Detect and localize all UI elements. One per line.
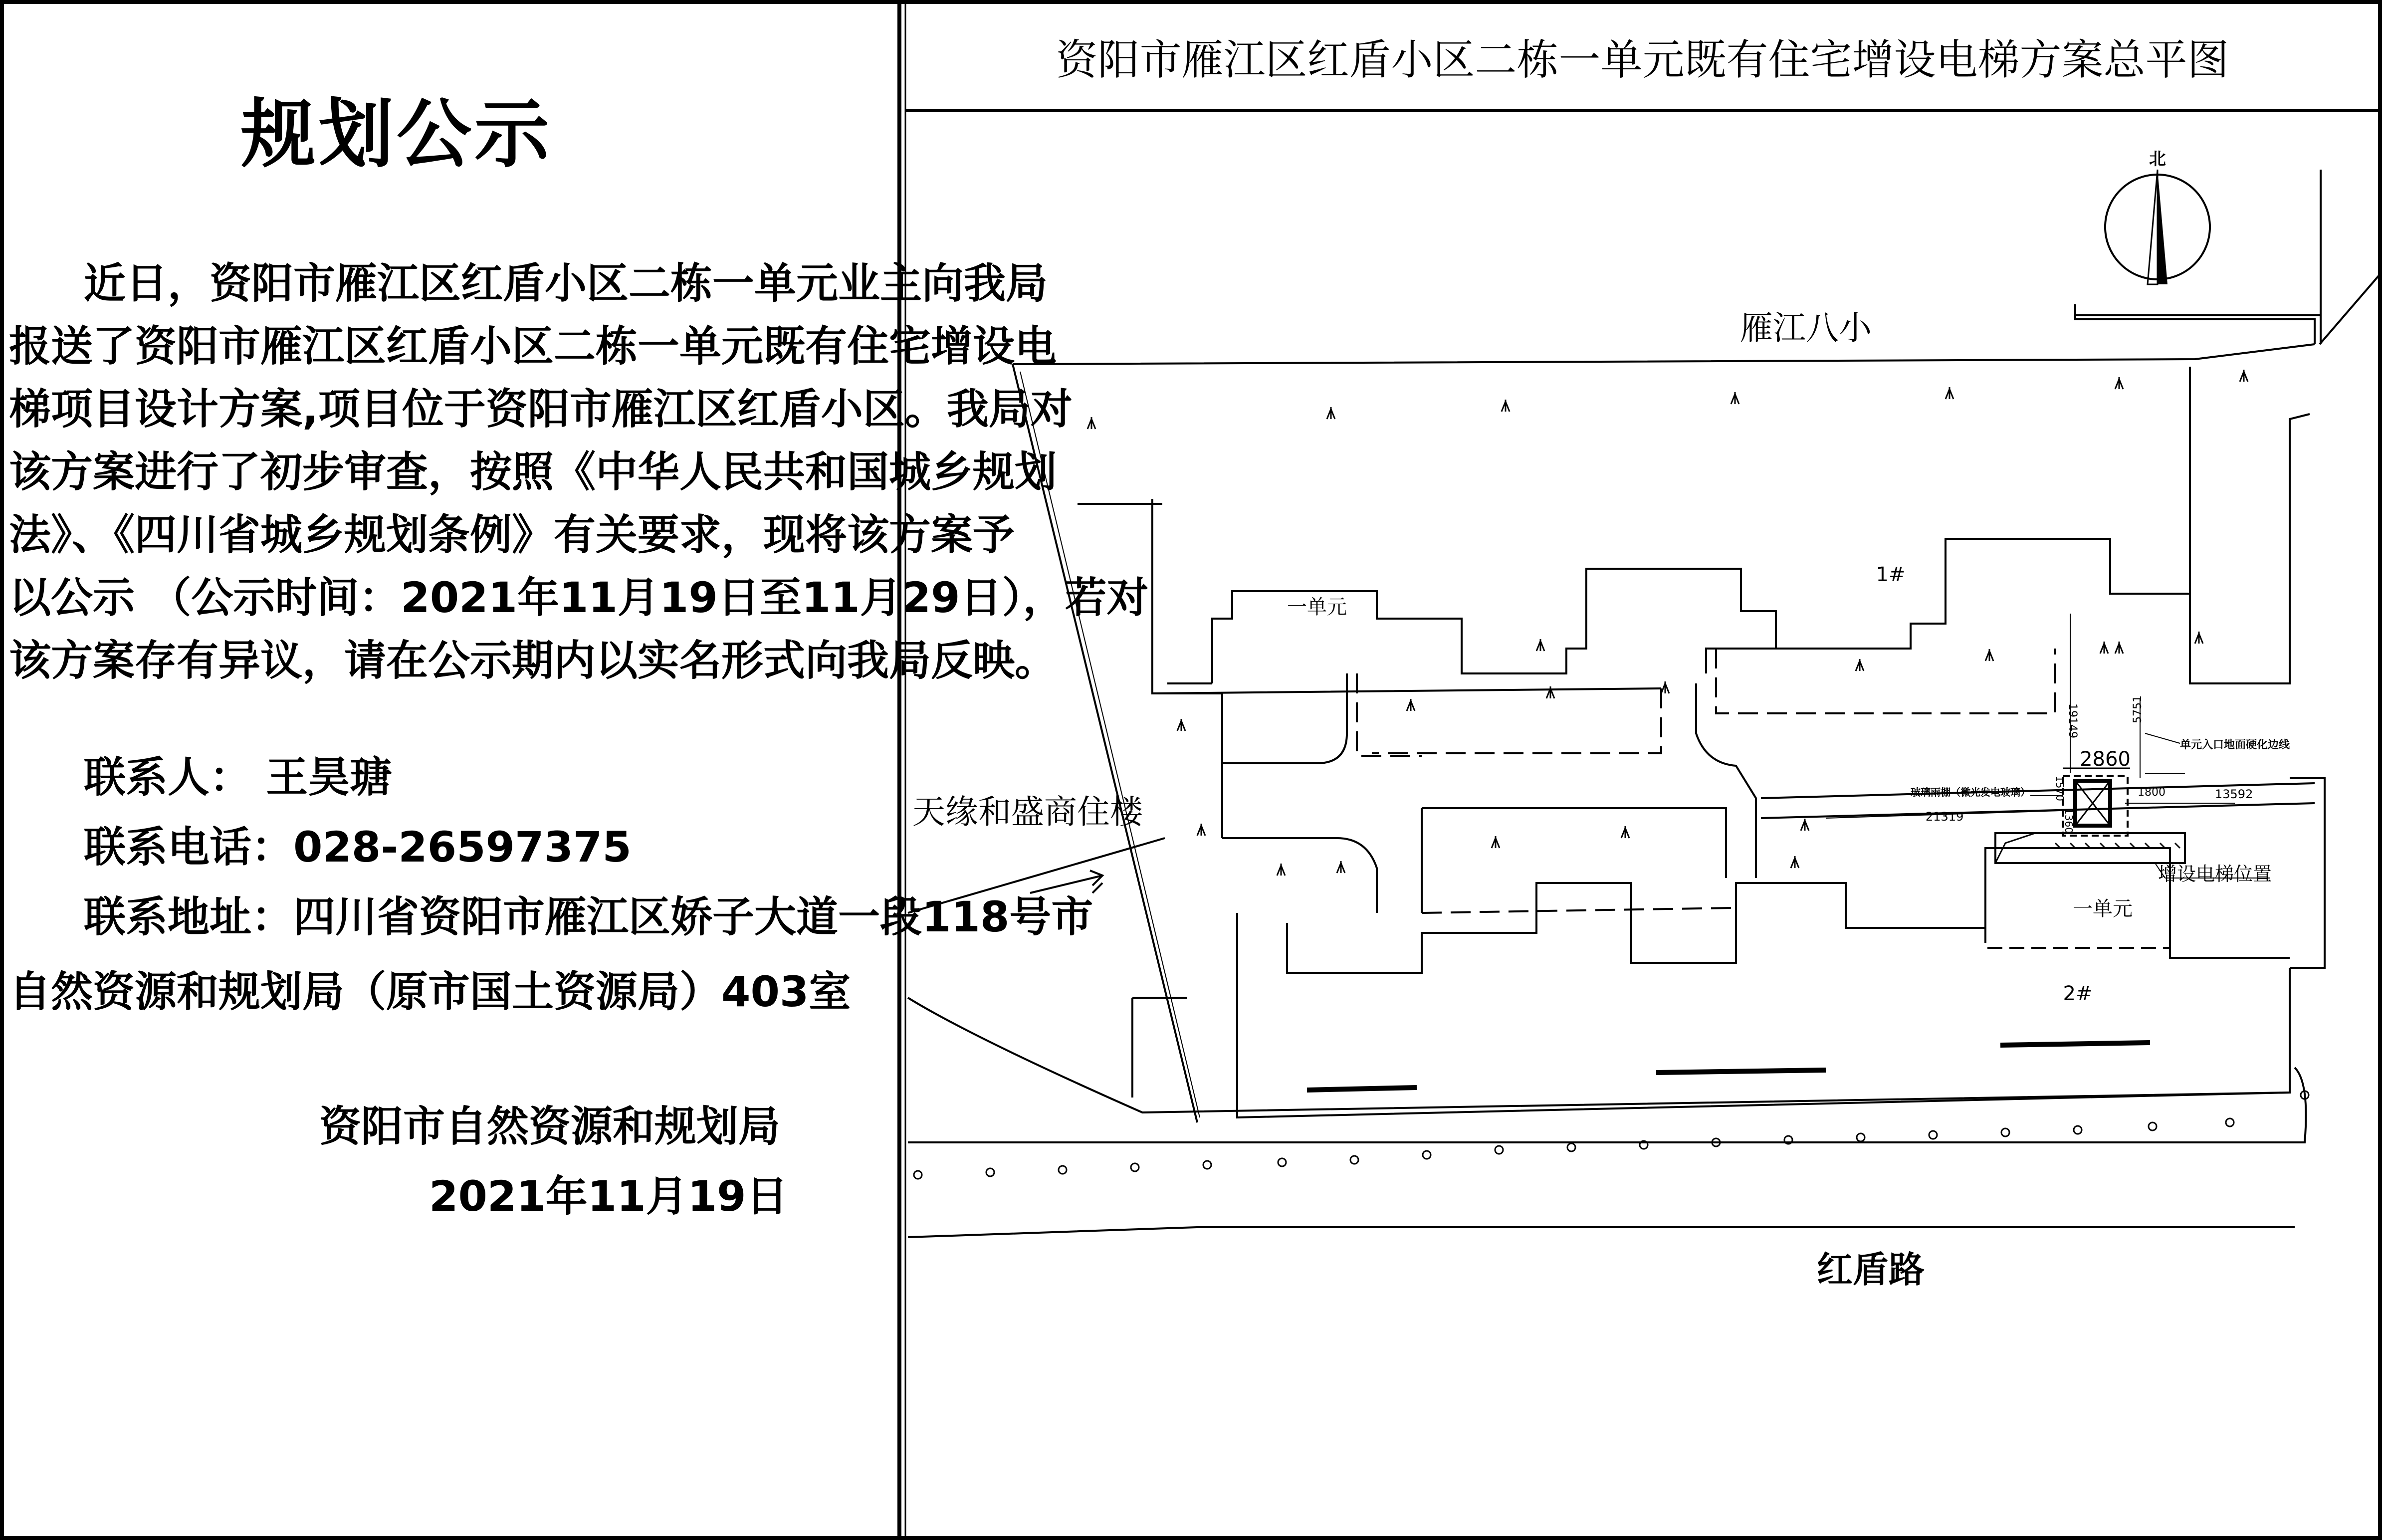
notice-line: 近日，资阳市雁江区红盾小区二栋一单元业主向我局 xyxy=(84,259,1048,308)
notice-line: 法》、《四川省城乡规划条例》有关要求，现将该方案予 xyxy=(9,510,1015,559)
dimension-21319: 21319 xyxy=(1926,810,1964,824)
dimension-1360: 1360 xyxy=(2063,808,2075,834)
notice-line: 以公示 （公示时间：2021年11月19日至11月29日），若对 xyxy=(9,573,1149,622)
contact-address-cont: 自然资源和规划局（原市国土资源局）403室 xyxy=(9,967,851,1016)
dimension-5751: 5751 xyxy=(2132,695,2144,723)
dimension-1570: 1570 xyxy=(2054,776,2066,801)
issuer: 资阳市自然资源和规划局 xyxy=(319,1102,781,1151)
notice-line: 梯项目设计方案,项目位于资阳市雁江区红盾小区。我局对 xyxy=(9,385,1073,434)
dimension-2860: 2860 xyxy=(2080,748,2131,771)
building1-label: 1# xyxy=(1876,563,1906,586)
contact-address: 联系地址：四川省资阳市雁江区娇子大道一段118号市 xyxy=(84,892,1093,941)
west-building-label: 天缘和盛商住楼 xyxy=(912,793,1143,831)
notice-title: 规划公示 xyxy=(240,91,552,178)
unit-label-b2: 一单元 xyxy=(2073,897,2133,920)
dimension-19149: 19149 xyxy=(2066,703,2079,738)
contact-person: 联系人： 王昊瑭 xyxy=(84,753,392,802)
school-label: 雁江八小 xyxy=(1740,309,1872,347)
building2-label: 2# xyxy=(2063,982,2093,1005)
unit-label-b1: 一单元 xyxy=(1287,596,1347,619)
dimension-13592: 13592 xyxy=(2215,787,2253,801)
elevator-position-label: 增设电梯位置 xyxy=(2158,863,2272,885)
entrance-note: 单元入口地面硬化边线 xyxy=(2180,739,2290,751)
notice-line: 该方案存有异议，请在公示期内以实名形式向我局反映。 xyxy=(9,636,1057,685)
contact-phone: 联系电话：028-26597375 xyxy=(84,823,632,872)
road-label: 红盾路 xyxy=(1816,1249,1925,1291)
north-arrow-icon xyxy=(2105,170,2210,284)
issue-date: 2021年11月19日 xyxy=(429,1172,788,1221)
notice-line: 该方案进行了初步审查，按照《中华人民共和国城乡规划 xyxy=(9,447,1057,496)
notice-line: 报送了资阳市雁江区红盾小区二栋一单元既有住宅增设电 xyxy=(9,322,1057,371)
dimension-1800: 1800 xyxy=(2138,786,2165,799)
plan-title: 资阳市雁江区红盾小区二栋一单元既有住宅增设电梯方案总平图 xyxy=(1056,35,2229,84)
canopy-note: 玻璃雨棚（微光发电玻璃） xyxy=(1911,786,2030,798)
north-label: 北 xyxy=(2149,149,2166,169)
site-lines xyxy=(908,170,2382,1237)
